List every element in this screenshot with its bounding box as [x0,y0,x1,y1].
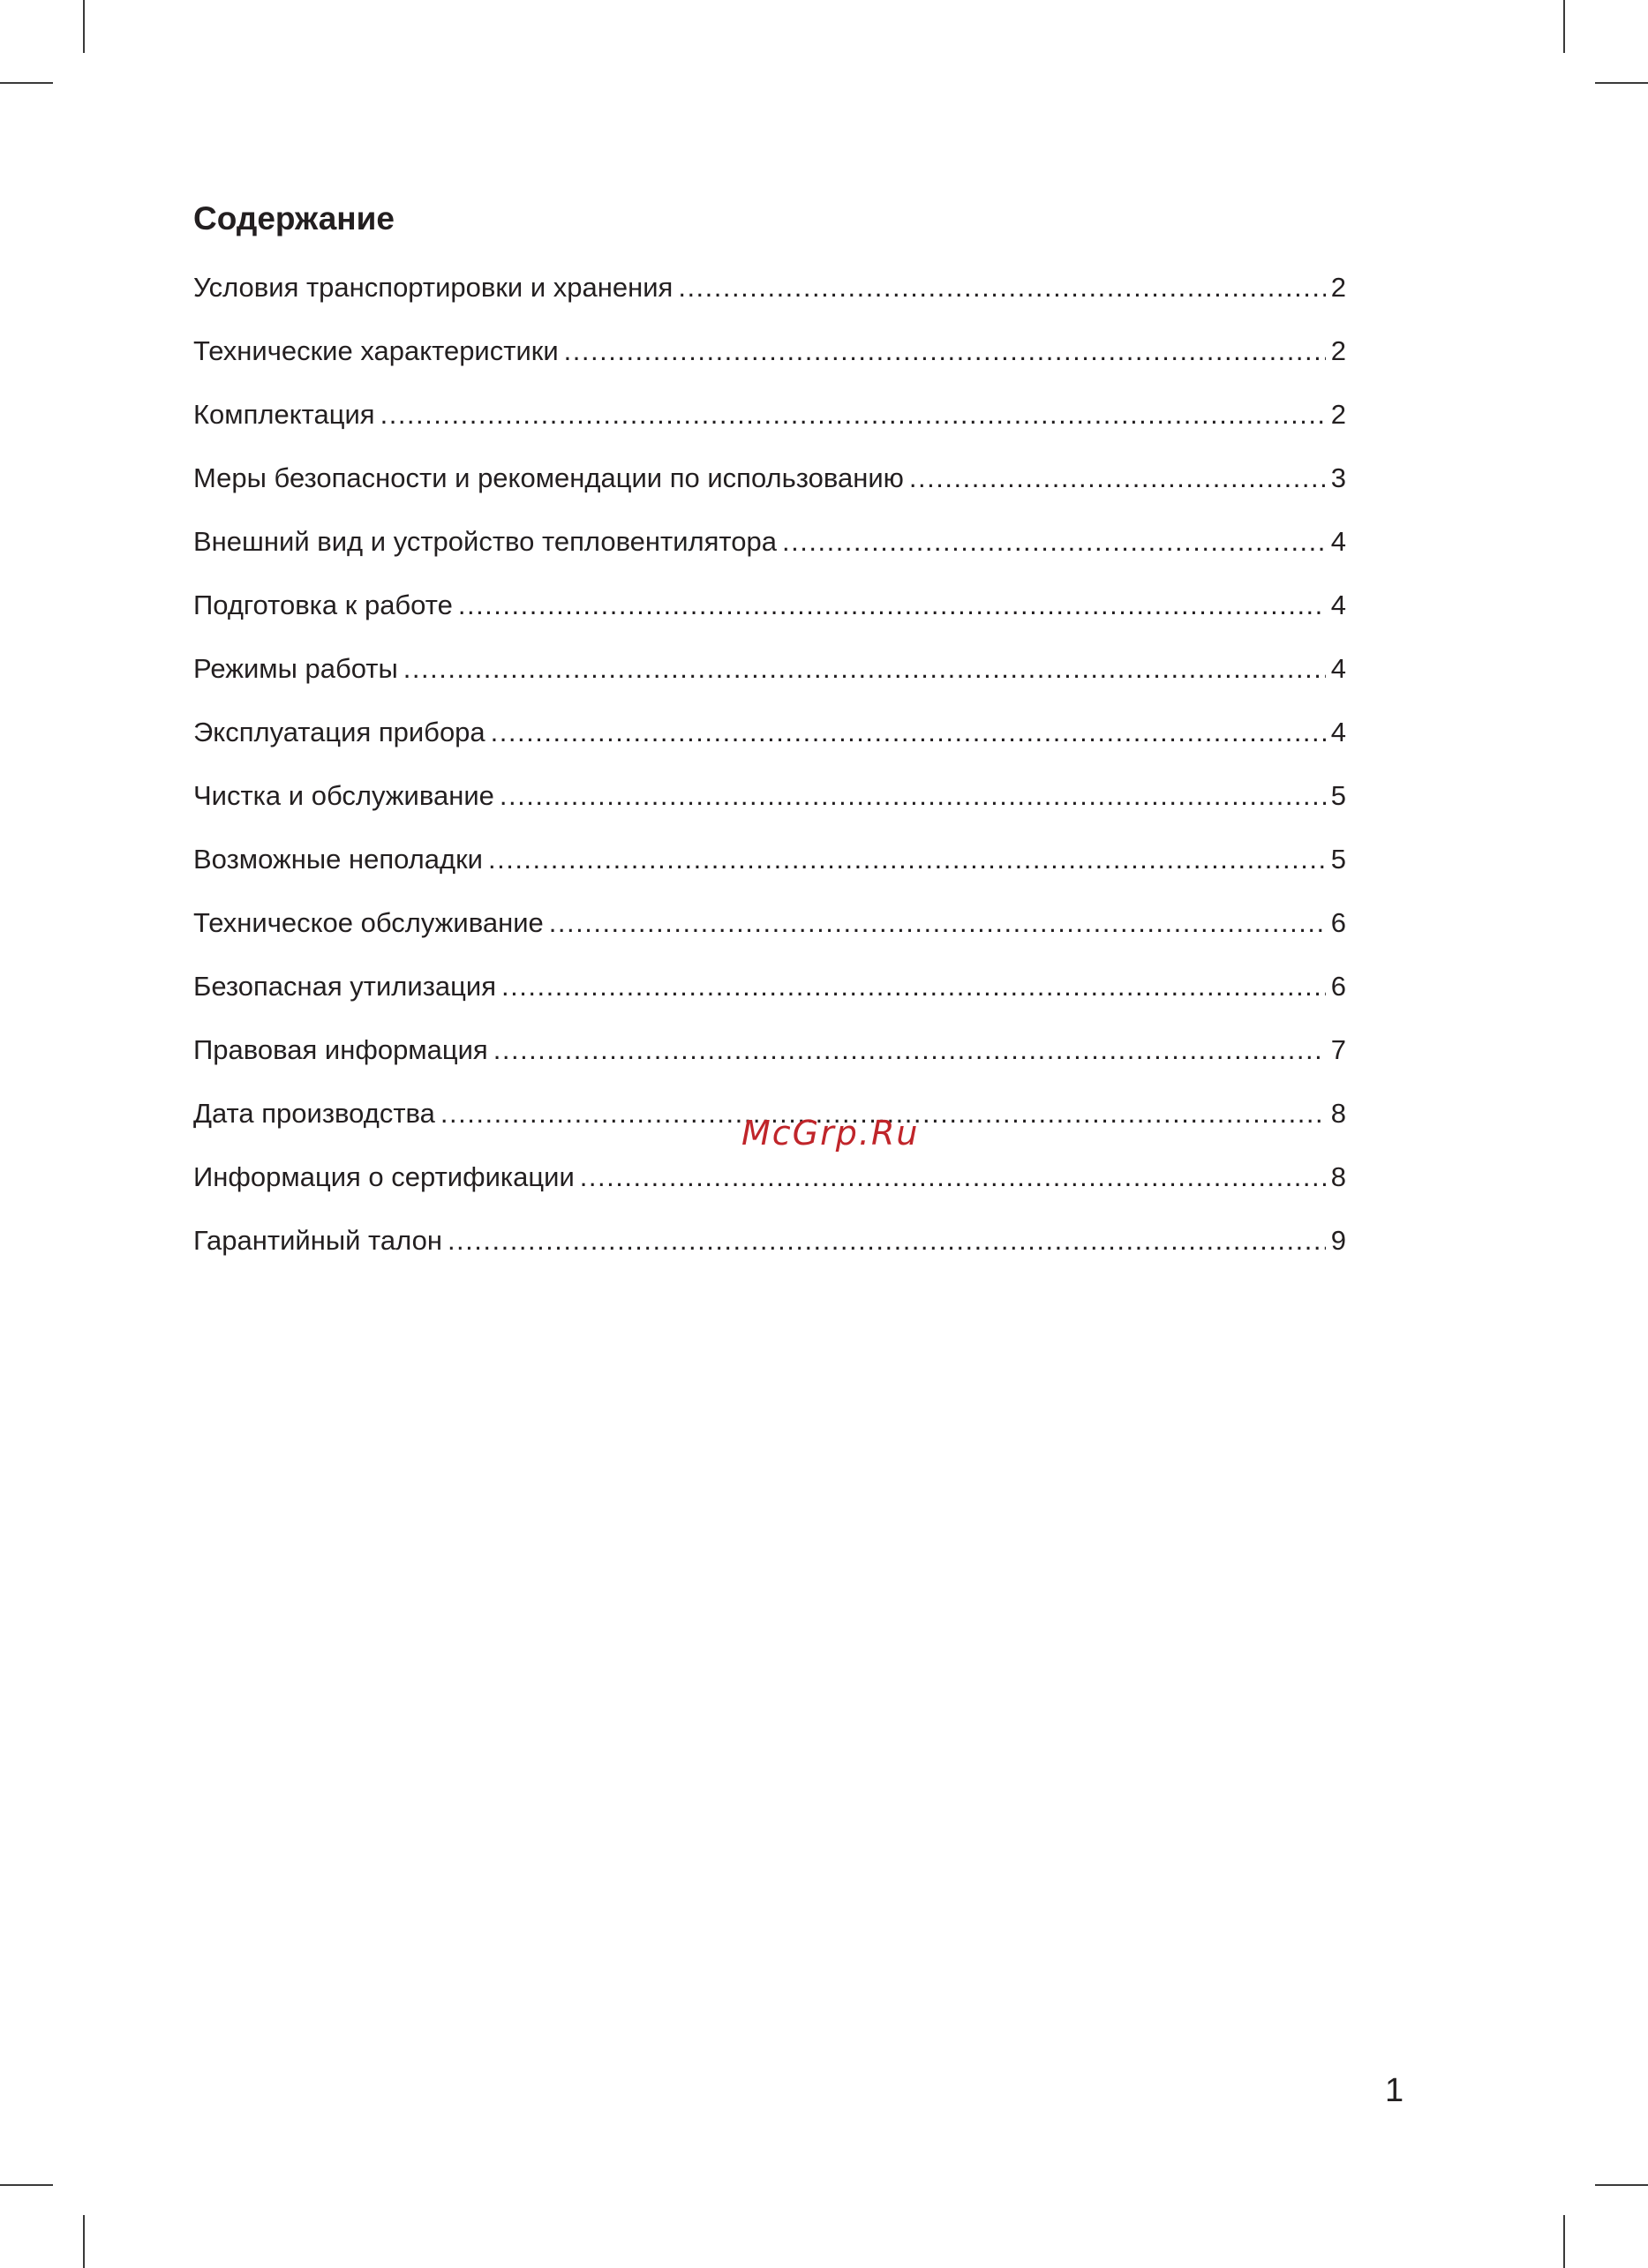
toc-item-page: 2 [1330,272,1346,303]
toc-leader-dots [580,1158,1326,1197]
toc-leader-dots [549,904,1326,942]
toc-leader-dots [458,586,1326,625]
toc-item-title: Внешний вид и устройство тепловентилятора [193,526,778,557]
toc-item[interactable] [193,268,1346,332]
toc-item[interactable] [193,840,1346,904]
crop-mark-bottom-right-horizontal [1595,2184,1648,2186]
toc-item-title: Безопасная утилизация [193,971,497,1002]
toc-item[interactable] [193,650,1346,713]
toc-item-page: 6 [1330,907,1346,938]
toc-leader-dots [403,650,1326,688]
toc-item-title: Возможные неполадки [193,844,483,875]
toc-item-page: 8 [1330,1161,1346,1192]
crop-mark-bottom-left-vertical [83,2215,85,2268]
watermark-text: McGrp.Ru [741,1114,920,1153]
toc-item-page: 6 [1330,971,1346,1002]
toc-item-title: Гарантийный талон [193,1225,442,1256]
toc-item[interactable] [193,586,1346,650]
toc-item[interactable] [193,967,1346,1031]
toc-item-title: Информация о сертификации [193,1161,575,1192]
toc-item-title: Технические характеристики [193,335,559,366]
toc-leader-dots [678,268,1325,307]
toc-item-title: Чистка и обслуживание [193,780,494,811]
crop-mark-top-right-vertical [1563,0,1565,53]
toc-item-title: Эксплуатация прибора [193,717,485,747]
toc-leader-dots [493,1031,1326,1070]
toc-item-title: Подготовка к работе [193,590,453,620]
toc-leader-dots [500,777,1326,815]
toc-leader-dots [501,967,1326,1006]
toc-item[interactable] [193,332,1346,395]
page-number: 1 [1385,2072,1404,2109]
toc-item[interactable] [193,777,1346,840]
crop-mark-top-right-horizontal [1595,82,1648,84]
toc-item-title: Режимы работы [193,653,398,684]
toc-item-page: 2 [1330,399,1346,430]
toc-item-page: 5 [1330,844,1346,875]
toc-item[interactable] [193,1031,1346,1094]
toc-leader-dots [488,840,1326,879]
toc-item-page: 2 [1330,335,1346,366]
toc-item[interactable] [193,395,1346,459]
toc-item[interactable] [193,1158,1346,1221]
toc-item-page: 4 [1330,590,1346,620]
toc-item[interactable] [193,459,1346,522]
toc-leader-dots [491,713,1326,752]
page-title: Содержание [193,200,395,237]
crop-mark-top-left-horizontal [0,82,53,84]
toc-item-page: 5 [1330,780,1346,811]
toc-item-page: 9 [1330,1225,1346,1256]
toc-leader-dots [782,522,1326,561]
toc-item-title: Меры безопасности и рекомендации по использованию [193,462,904,493]
toc-item[interactable] [193,1221,1346,1285]
toc-item[interactable] [193,904,1346,967]
toc-item-title: Дата производства [193,1098,435,1129]
toc-item-page: 4 [1330,653,1346,684]
toc-item-page: 4 [1330,526,1346,557]
toc-item-page: 4 [1330,717,1346,747]
crop-mark-bottom-right-vertical [1563,2215,1565,2268]
toc-item-title: Условия транспортировки и хранения [193,272,673,303]
toc-item-title: Техническое обслуживание [193,907,544,938]
toc-item[interactable] [193,522,1346,586]
crop-mark-top-left-vertical [83,0,85,53]
toc-leader-dots [909,459,1326,498]
toc-leader-dots [448,1221,1326,1260]
crop-mark-bottom-left-horizontal [0,2184,53,2186]
toc-item-title: Правовая информация [193,1034,488,1065]
toc-item-title: Комплектация [193,399,375,430]
toc-item-page: 3 [1330,462,1346,493]
toc-leader-dots [564,332,1326,371]
toc-item[interactable] [193,713,1346,777]
toc-item-page: 8 [1330,1098,1346,1129]
toc-item-page: 7 [1330,1034,1346,1065]
toc-leader-dots [380,395,1326,434]
